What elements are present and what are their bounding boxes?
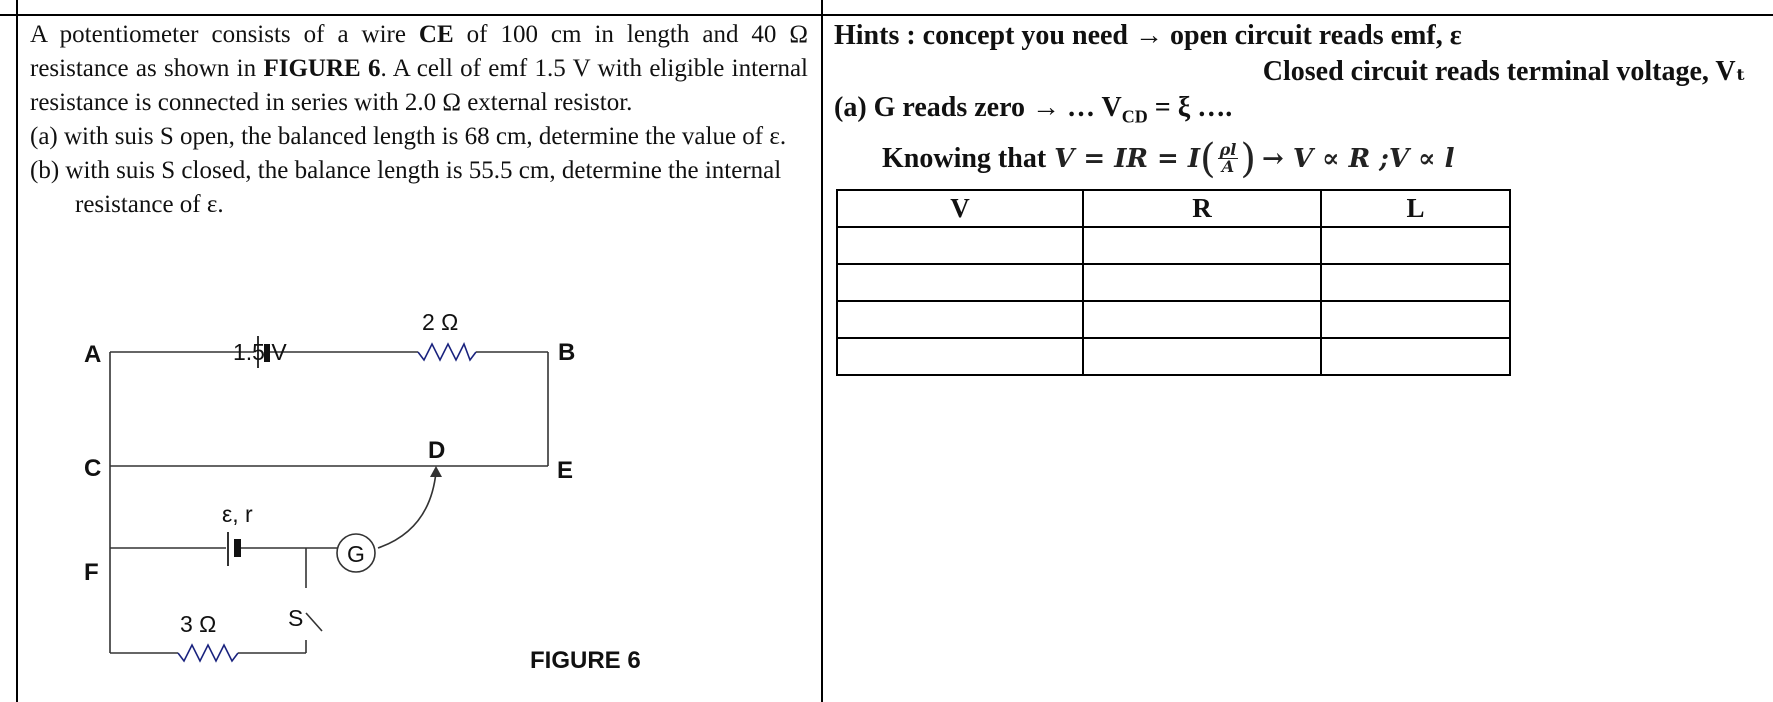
resistor-bottom-label: 3 Ω bbox=[180, 611, 217, 637]
figure-caption: FIGURE 6 bbox=[530, 647, 641, 674]
fraction: $\frac{\rho l}{A}$ bbox=[1219, 140, 1237, 177]
left-border bbox=[16, 0, 18, 702]
table-cell[interactable] bbox=[837, 227, 1083, 264]
switch-label: S bbox=[288, 605, 304, 631]
part-b: (b) with suis S closed, the balance length is 55.5 cm, determine the internal resistance of ε. bbox=[30, 157, 782, 218]
hint-line-3: (a) G reads zero → … $V_{CD} = \xi$ …. bbox=[834, 92, 1233, 127]
table-row bbox=[837, 264, 1510, 301]
question-text bbox=[30, 18, 808, 222]
table-cell[interactable] bbox=[1083, 338, 1321, 375]
hint-line-2: Closed circuit reads terminal voltage, Vₜ bbox=[1262, 56, 1746, 87]
table-cell[interactable] bbox=[1083, 301, 1321, 338]
point-d: D bbox=[428, 437, 446, 464]
table-row bbox=[837, 338, 1510, 375]
hint-line-1: Hints : concept you need → open circuit reads emf, ε bbox=[834, 20, 1462, 51]
resistor-3ohm bbox=[178, 645, 238, 661]
table-cell[interactable] bbox=[1321, 264, 1510, 301]
header-l: L bbox=[1321, 190, 1510, 227]
cell-label: 1.5 V bbox=[233, 339, 287, 365]
header-v: V bbox=[837, 190, 1083, 227]
point-a: A bbox=[84, 341, 102, 368]
table-row bbox=[837, 301, 1510, 338]
circuit-figure bbox=[60, 300, 710, 700]
formula: V = IR = I ( $\frac{\rho l}{A}$ ) → V ∝ R ;V ∝ l bbox=[1054, 135, 1455, 182]
top-rule bbox=[0, 14, 1773, 16]
part-a: (a) with suis S open, the balanced length is 68 cm, determine the value of ε. bbox=[30, 123, 787, 150]
table-cell[interactable] bbox=[1083, 227, 1321, 264]
hint-line-4: Knowing that V = IR = I ( $\frac{\rho l}{A}$ ) → V ∝ R ;V ∝ l bbox=[882, 135, 1455, 182]
table-row bbox=[837, 227, 1510, 264]
test-cell-label: ε, r bbox=[222, 501, 253, 527]
circuit-wires bbox=[110, 352, 548, 653]
table-header-row bbox=[837, 190, 1510, 227]
resistor-2ohm bbox=[418, 344, 476, 360]
wire-ce: CE bbox=[418, 21, 454, 48]
point-f: F bbox=[84, 559, 99, 586]
point-e: E bbox=[557, 457, 574, 484]
vrl-table bbox=[836, 189, 1511, 376]
table-cell[interactable] bbox=[837, 264, 1083, 301]
figure-ref: FIGURE 6 bbox=[263, 55, 381, 82]
table-cell[interactable] bbox=[1321, 301, 1510, 338]
point-b: B bbox=[558, 339, 576, 366]
question-intro: A potentiometer consists of a wire CE of 100 cm in length and 40 Ω resistance as shown in FIGURE 6. A cell of emf 1.5 V with eligible internal resistance is connected in series with 2.0 Ω external resistor. bbox=[30, 21, 808, 116]
table-cell[interactable] bbox=[837, 301, 1083, 338]
test-cell bbox=[228, 532, 241, 566]
resistor-top-label: 2 Ω bbox=[422, 309, 459, 335]
table-cell[interactable] bbox=[1321, 338, 1510, 375]
column-divider bbox=[821, 0, 823, 702]
galvanometer-label: G bbox=[347, 541, 365, 567]
header-r: R bbox=[1083, 190, 1321, 227]
table-cell[interactable] bbox=[1083, 264, 1321, 301]
table-cell[interactable] bbox=[837, 338, 1083, 375]
point-c: C bbox=[84, 455, 102, 482]
hints-panel bbox=[834, 18, 1764, 182]
table-cell[interactable] bbox=[1321, 227, 1510, 264]
